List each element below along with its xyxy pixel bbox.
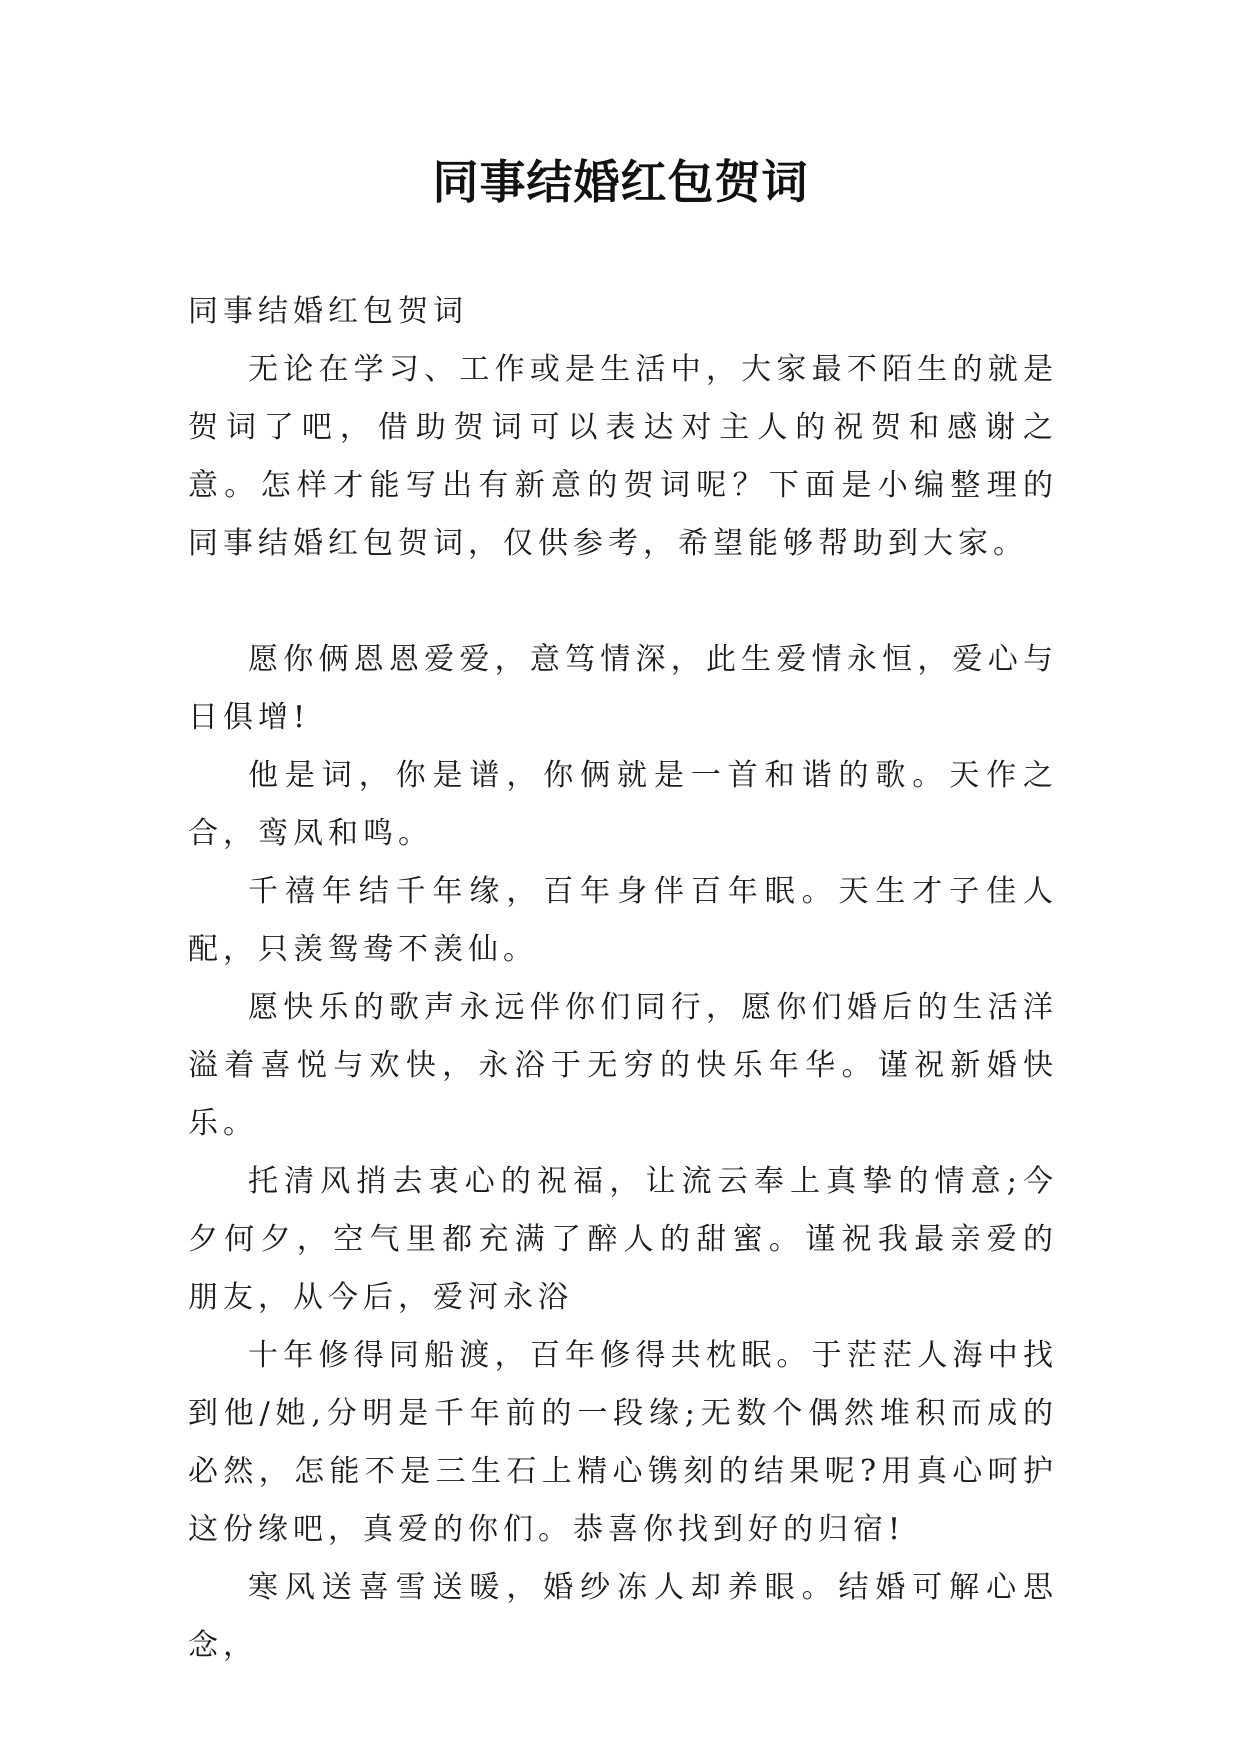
intro-paragraph: 无论在学习、工作或是生活中，大家最不陌生的就是贺词了吧，借助贺词可以表达对主人的祝贺和感谢之意。怎样才能写出有新意的贺词呢？下面是小编整理的同事结婚红包贺词，仅供参考，希望能够帮助到大家。 — [188, 352, 1058, 561]
blessing-paragraph: 千禧年结千年缘，百年身伴百年眠。天生才子佳人配，只羡鸳鸯不羡仙。 — [188, 874, 1058, 967]
document-title: 同事结婚红包贺词 — [432, 155, 809, 209]
blessing-paragraph: 托清风捎去衷心的祝福，让流云奉上真挚的情意;今夕何夕，空气里都充满了醉人的甜蜜。谨祝我最亲爱的朋友，从今后，爱河永浴 — [188, 1164, 1058, 1315]
blessing-paragraph: 十年修得同船渡，百年修得共枕眠。于茫茫人海中找到他/她,分明是千年前的一段缘;无数个偶然堆积而成的必然，怎能不是三生石上精心镌刻的结果呢?用真心呵护这份缘吧，真爱的你们。恭喜你找到好的归宿! — [188, 1338, 1058, 1547]
blessing-paragraph: 他是词，你是谱，你俩就是一首和谐的歌。天作之合，鸾凤和鸣。 — [188, 758, 1058, 851]
blessing-paragraph: 愿快乐的歌声永远伴你们同行，愿你们婚后的生活洋溢着喜悦与欢快，永浴于无穷的快乐年华。谨祝新婚快乐。 — [188, 990, 1058, 1141]
blessing-paragraph: 寒风送喜雪送暖，婚纱冻人却养眼。结婚可解心思念， — [188, 1570, 1058, 1663]
document-subtitle: 同事结婚红包贺词 — [188, 294, 468, 329]
blessing-paragraph: 愿你俩恩恩爱爱，意笃情深，此生爱情永恒，爱心与日俱增! — [188, 642, 1058, 735]
paragraph-spacer — [188, 573, 1058, 631]
document-body — [188, 283, 1058, 1675]
